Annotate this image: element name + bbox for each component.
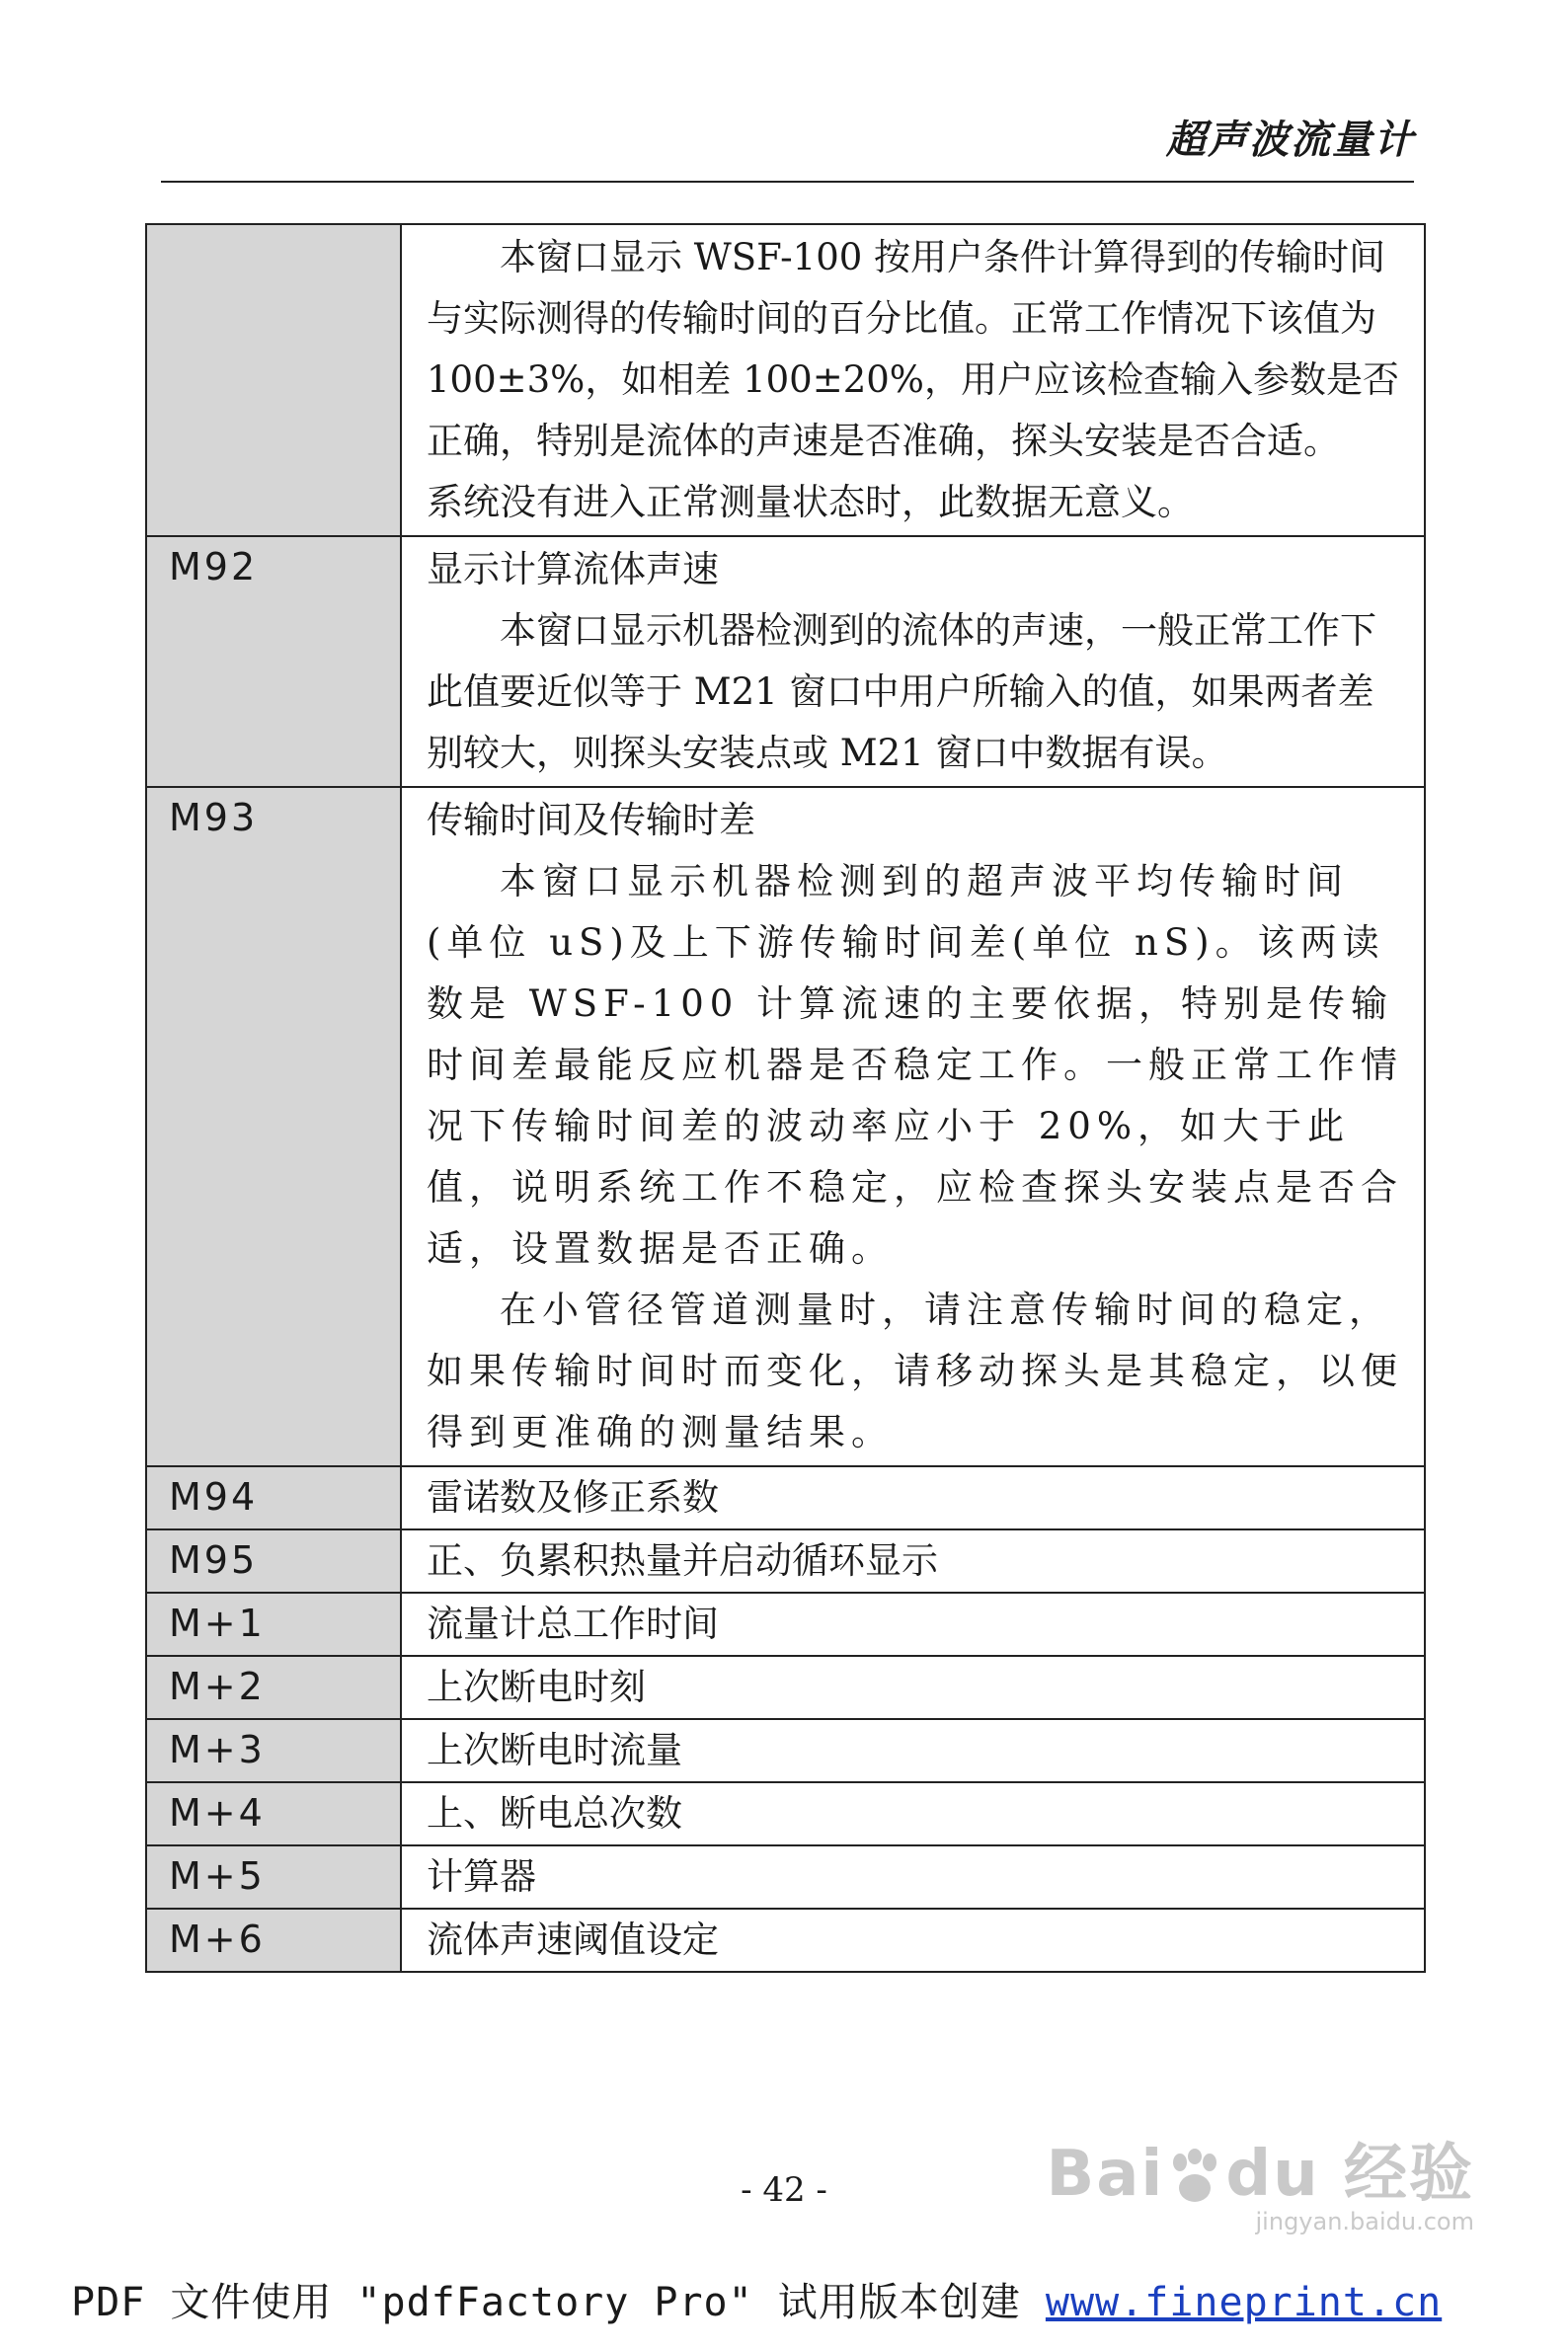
watermark-product: 经验 xyxy=(1344,2138,1474,2211)
code-cell: M95 xyxy=(146,1529,401,1593)
paragraph: 系统没有进入正常测量状态时，此数据无意义。 xyxy=(427,481,1194,523)
table-row xyxy=(146,224,1425,536)
paragraph: 本窗口显示机器检测到的流体的声速，一般正常工作下此值要近似等于 M21 窗口中用户所输入的值，如果两者差别较大，则探头安装点或 M21 窗口中数据有误。 xyxy=(427,609,1376,774)
table-row xyxy=(146,1782,1425,1845)
desc-cell: 上次断电时流量 xyxy=(401,1719,1425,1782)
desc-cell: 流量计总工作时间 xyxy=(401,1593,1425,1656)
row-title: 显示计算流体声速 xyxy=(427,548,719,590)
desc-cell: 上、断电总次数 xyxy=(401,1782,1425,1845)
code-cell: M+3 xyxy=(146,1719,401,1782)
desc-cell: 正、负累积热量并启动循环显示 xyxy=(401,1529,1425,1593)
table-row xyxy=(146,787,1425,1466)
desc-cell: 计算器 xyxy=(401,1845,1425,1909)
paragraph: 在小管径管道测量时，请注意传输时间的稳定，如果传输时间时而变化，请移动探头是其稳定，以便得到更准确的测量结果。 xyxy=(427,1289,1403,1453)
code-cell: M+4 xyxy=(146,1782,401,1845)
footer-link[interactable]: www.fineprint.cn xyxy=(1045,2280,1443,2325)
code-cell: M+1 xyxy=(146,1593,401,1656)
paragraph: 本窗口显示机器检测到的超声波平均传输时间(单位 uS)及上下游传输时间差(单位 nS)。该两读数是 WSF-100 计算流速的主要依据，特别是传输时间差最能反应机器是否稳定工作。一般正常工作情况下传输时间差的波动率应小于 20%，如大于此值，说明系统工作不稳定，应检查探头安装点是否合适，设置数据是否正确。 xyxy=(427,860,1403,1270)
code-cell: M93 xyxy=(146,787,401,1466)
page-number: - 42 - xyxy=(741,2170,827,2210)
code-cell: M+2 xyxy=(146,1656,401,1719)
table-row xyxy=(146,1909,1425,1972)
code-cell: M94 xyxy=(146,1466,401,1529)
table-row xyxy=(146,1656,1425,1719)
code-cell xyxy=(146,224,401,536)
pdf-footer xyxy=(71,2271,1442,2327)
baidu-watermark xyxy=(1046,2123,1474,2235)
header-title: 超声波流量计 xyxy=(1166,118,1415,163)
paragraph: 本窗口显示 WSF-100 按用户条件计算得到的传输时间与实际测得的传输时间的百分比值。正常工作情况下该值为 100±3%，如相差 100±20%，用户应该检查输入参数是否正确，特别是流体的声速是否准确，探头安装是否合适。 xyxy=(427,236,1399,462)
table-row xyxy=(146,1845,1425,1909)
watermark-url: jingyan.baidu.com xyxy=(1255,2208,1474,2235)
desc-cell xyxy=(401,536,1425,787)
watermark-brand: Bai xyxy=(1046,2138,1165,2211)
code-cell: M+5 xyxy=(146,1845,401,1909)
table-row xyxy=(146,536,1425,787)
desc-cell: 流体声速阈值设定 xyxy=(401,1909,1425,1972)
header-rule xyxy=(161,181,1414,183)
table-row xyxy=(146,1593,1425,1656)
desc-cell xyxy=(401,224,1425,536)
paw-icon xyxy=(1168,2149,1221,2206)
code-cell: M92 xyxy=(146,536,401,787)
code-cell: M+6 xyxy=(146,1909,401,1972)
table-row xyxy=(146,1529,1425,1593)
row-title: 传输时间及传输时差 xyxy=(427,799,755,841)
desc-cell: 雷诺数及修正系数 xyxy=(401,1466,1425,1529)
watermark-brand-suffix: du xyxy=(1225,2138,1320,2211)
parameter-table xyxy=(145,223,1426,1973)
table-row xyxy=(146,1466,1425,1529)
desc-cell: 上次断电时刻 xyxy=(401,1656,1425,1719)
footer-text: PDF 文件使用 "pdfFactory Pro" 试用版本创建 xyxy=(71,2280,1021,2325)
desc-cell xyxy=(401,787,1425,1466)
table-row xyxy=(146,1719,1425,1782)
